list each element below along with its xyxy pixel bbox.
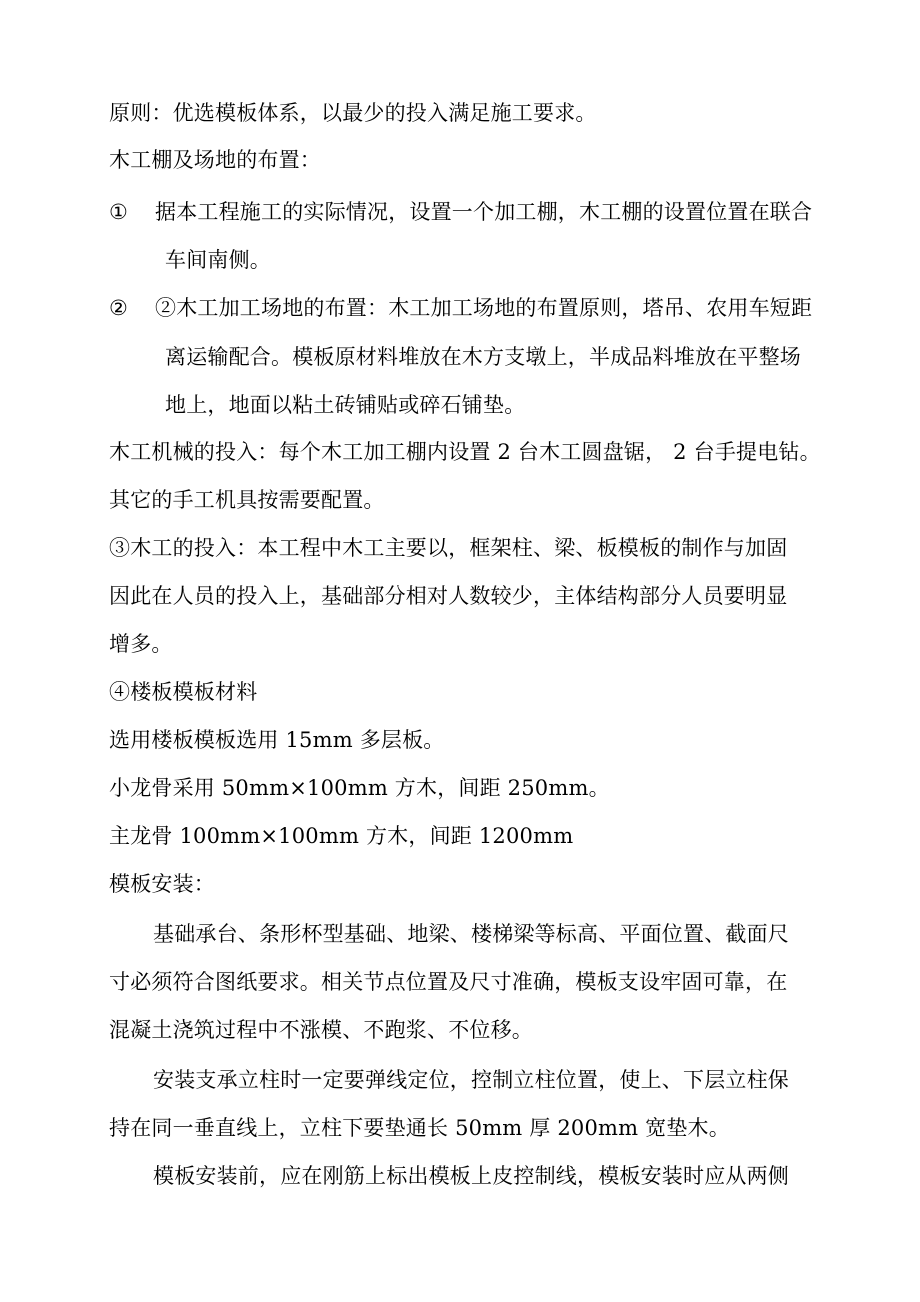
secondary-joist-line: 小龙骨采用 50mm×100mm 方木，间距 250mm。 [109, 776, 610, 800]
paragraph-line: 安装支承立柱时一定要弹线定位，控制立柱位置，使上、下层立柱保 [153, 1068, 789, 1092]
list-item-text: ②木工加工场地的布置：木工加工场地的布置原则，塔吊、农用车短距 [155, 296, 813, 320]
labor-paragraph-line: 增多。 [109, 632, 173, 656]
list-marker: ① [109, 200, 129, 224]
list-marker: ② [109, 296, 129, 320]
workshop-heading: 木工棚及场地的布置： [109, 148, 321, 172]
list-item-2-continuation: 离运输配合。模板原材料堆放在木方支墩上，半成品料堆放在平整场 [165, 345, 801, 369]
labor-paragraph-line: ③木工的投入：本工程中木工主要以，框架柱、梁、板模板的制作与加固 [109, 536, 788, 560]
machinery-line: 木工机械的投入：每个木工加工棚内设置 2 台木工圆盘锯， 2 台手提电钻。 [109, 440, 821, 464]
slab-formwork-heading: ④楼板模板材料 [109, 680, 258, 704]
machinery-line-2: 其它的手工机具按需要配置。 [109, 488, 385, 512]
slab-material-line: 选用楼板模板选用 15mm 多层板。 [109, 728, 445, 752]
paragraph-line: 持在同一垂直线上，立柱下要垫通长 50mm 厚 200mm 宽垫木。 [109, 1116, 730, 1140]
main-joist-line: 主龙骨 100mm×100mm 方木，间距 1200mm [109, 824, 574, 848]
list-item-2-continuation: 地上，地面以粘土砖铺贴或碎石铺垫。 [165, 393, 526, 417]
list-item-1-continuation: 车间南侧。 [165, 248, 271, 272]
labor-paragraph-line: 因此在人员的投入上，基础部分相对人数较少，主体结构部分人员要明显 [109, 584, 788, 608]
paragraph-line: 混凝土浇筑过程中不涨模、不跑浆、不位移。 [109, 1018, 533, 1042]
paragraph-line: 寸必须符合图纸要求。相关节点位置及尺寸准确，模板支设牢固可靠，在 [109, 970, 788, 994]
list-item-1 [109, 198, 812, 226]
installation-heading: 模板安装： [109, 872, 215, 896]
paragraph-line: 基础承台、条形杯型基础、地梁、楼梯梁等标高、平面位置、截面尺 [153, 922, 789, 946]
principle-line: 原则：优选模板体系，以最少的投入满足施工要求。 [109, 101, 597, 125]
list-item-text: 据本工程施工的实际情况，设置一个加工棚，木工棚的设置位置在联合 [155, 200, 813, 224]
list-item-2 [109, 294, 812, 322]
paragraph-line: 模板安装前，应在刚筋上标出模板上皮控制线，模板安装时应从两侧 [153, 1164, 789, 1188]
